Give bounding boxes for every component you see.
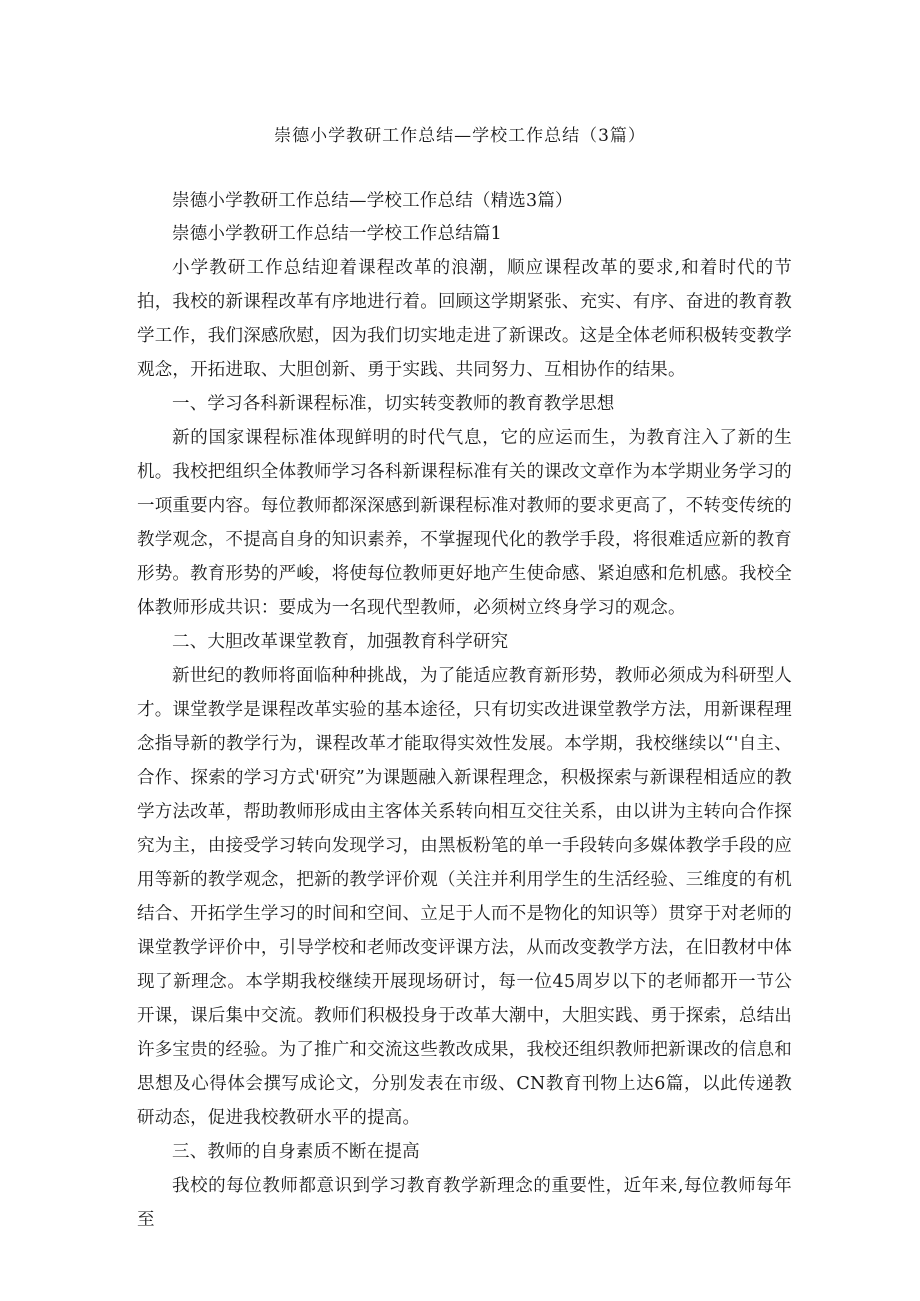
paragraph-section-1: 新的国家课程标准体现鲜明的时代气息，它的应运而生，为教育注入了新的生机。我校把组织全体教师学习各科新课程标准有关的课改文章作为本学期业务学习的一项重要内容。每位教师都深深感到新课程标准对教师的要求更高了，不转变传统的教学观念，不提高自身的知识素养，不掌握现代化的教学手段，将很难适应新的教育形势。教育形势的严峻，将使每位教师更好地产生使命感、紧迫感和危机感。我校全体教师形成共识：要成为一名现代型教师，必须树立终身学习的观念。 (137, 428, 792, 618)
paragraph-section-2: 新世纪的教师将面临种种挑战，为了能适应教育新形势，教师必须成为科研型人才。课堂教学是课程改革实验的基本途径，只有切实改进课堂教学方法，用新课程理念指导新的教学行为，课程改革才能取得实效性发展。本学期，我校继续以“'自主、合作、探索的学习方式'研究”为课题融入新课程理念，积极探索与新课程相适应的教学方法改革，帮助教师形成由主客体关系转向相互交往关系，由以讲为主转向合作探究为主，由接受学习转向发现学习，由黑板粉笔的单一手段转向多媒体教学手段的应用等新的教学观念，把新的教学评价观（关注并利用学生的生活经验、三维度的有机结合、开拓学生学习的时间和空间、立足于人而不是物化的知识等）贯穿于对老师的课堂教学评价中，引导学校和老师改变评课方法，从而改变教学方法，在旧教材中体现了新理念。本学期我校继续开展现场研讨，每一位45周岁以下的老师都开一节公开课，课后集中交流。教师们积极投身于改革大潮中，大胆实践、勇于探索，总结出许多宝贵的经验。为了推广和交流这些教改成果，我校还组织教师把新课改的信息和思想及心得体会撰写成论文，分别发表在市级、CN教育刊物上达6篇，以此传递教研动态，促进我校教研水平的提高。 (137, 666, 792, 1128)
intro-paragraph: 小学教研工作总结迎着课程改革的浪潮，顺应课程改革的要求,和着时代的节拍，我校的新课程改革有序地进行着。回顾这学期紧张、充实、有序、奋进的教育教学工作，我们深感欣慰，因为我们切实地走进了新课改。这是全体老师积极转变教学观念，开拓进取、大胆创新、勇于实践、共同努力、互相协作的结果。 (137, 258, 792, 380)
document-body (137, 184, 792, 1237)
heading-section-3: 三、教师的自身素质不断在提高 (172, 1142, 420, 1162)
heading-section-1: 一、学习各科新课程标准，切实转变教师的教育教学思想 (172, 394, 615, 414)
paragraph-section-3: 我校的每位教师都意识到学习教育教学新理念的重要性，近年来,每位教师每年至 (137, 1176, 792, 1230)
document-title: 崇德小学教研工作总结—学校工作总结（3篇） (274, 126, 646, 146)
subtitle-line: 崇德小学教研工作总结—学校工作总结（精选3篇） (172, 191, 573, 211)
heading-section-2: 二、大胆改革课堂教育，加强教育科学研究 (172, 632, 509, 652)
section-heading-part-1: 崇德小学教研工作总结一学校工作总结篇1 (172, 224, 502, 244)
